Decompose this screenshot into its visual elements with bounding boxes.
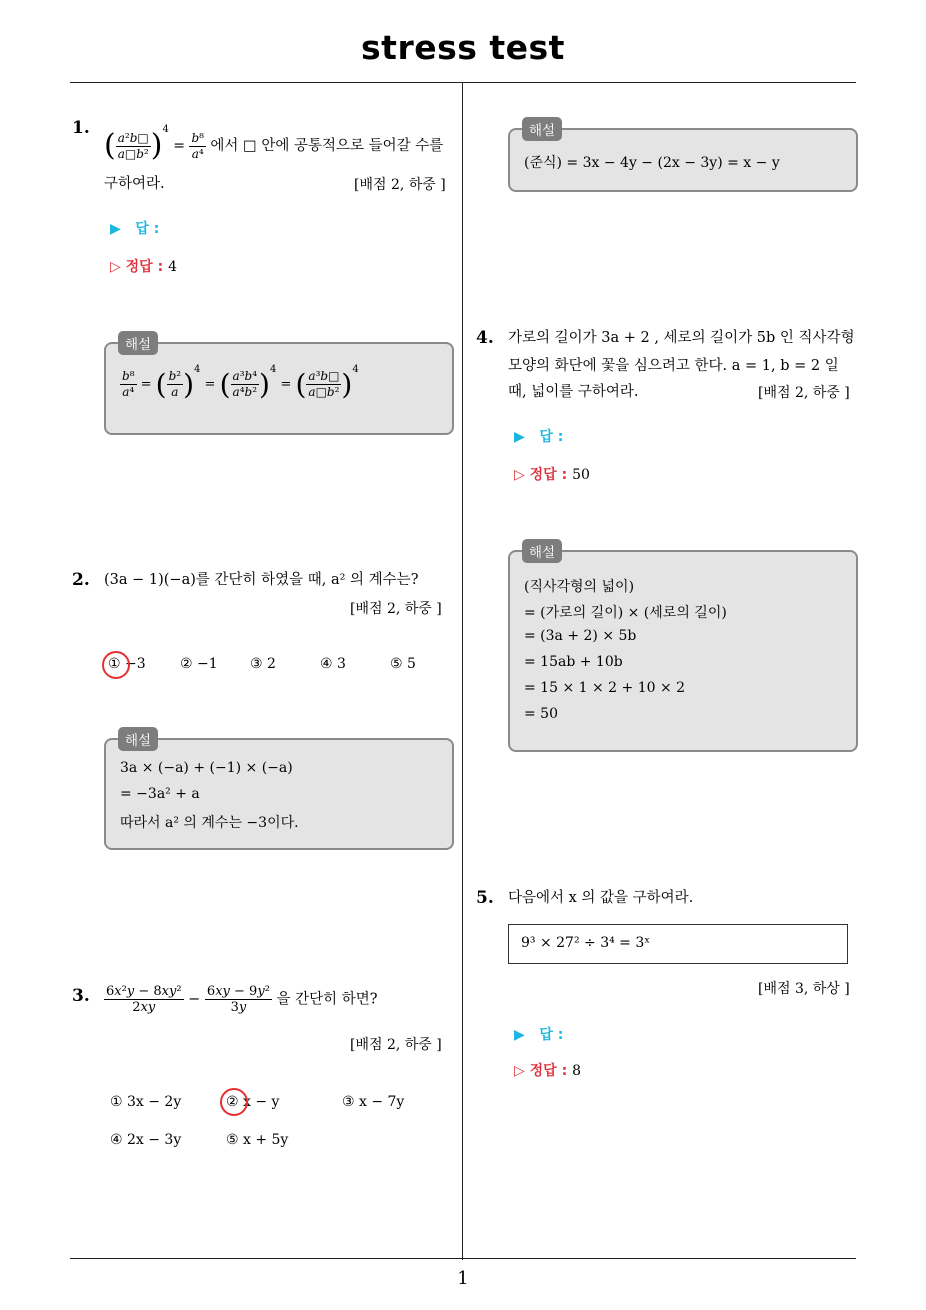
q5-equation-box [508,924,848,964]
q3-choice-4[interactable]: ④ 2x − 3y [110,1132,182,1148]
q2-explanation-line-2: = −3a² + a [120,786,200,802]
q2-explanation-line-1: 3a × (−a) + (−1) × (−a) [120,760,293,776]
q1-correct-label [110,256,177,276]
question-2-number: 2. [72,570,90,590]
q3-explanation-box [508,123,858,192]
q3-fraction-1: $\frac{\text{6x²y − 8xy²}}{2xy}$ [106,984,182,1015]
answer-label-text: 답 : [539,429,564,445]
question-3-meta: [배점 2, 하중 ] [350,1037,442,1053]
question-1-number: 1. [72,118,90,138]
q4-answer-label [514,426,563,446]
question-1-text-suffix: 에서 □ 안에 공통적으로 들어갈 수를 [210,138,444,154]
q4-correct-label [514,464,590,484]
correct-arrow-icon: ▷ [514,467,525,483]
explanation-tag: 해설 [522,539,562,563]
q1-explanation-formula: $\frac{\text{b⁸}}{\text{a⁴}}$ = ( $\frac{\text{b²}}{a}$ )$^4$ = ( $\frac{\text{a³b⁴}}{\text{a⁴b²}}$ )$^4$ = ( $\frac{\text{a³b□}}{\text{a□b²}}$ )$^4$ [122,364,359,401]
q5-equation: 9³ × 27² ÷ 3⁴ = 3ˣ [521,935,651,951]
q1-explanation-box [104,337,454,435]
q2-explanation-box [104,733,454,850]
q4-explanation-line-3: = (3a + 2) × 5b [524,628,637,644]
question-5-number: 5. [476,888,494,908]
explanation-tag: 해설 [118,331,158,355]
answer-arrow-icon: ▶ [514,429,525,445]
answer-arrow-icon: ▶ [110,221,121,237]
q4-explanation-box [508,545,858,752]
question-4-line-2: 모양의 화단에 꽃을 심으려고 한다. a = 1, b = 2 일 [508,358,839,374]
question-2-meta: [배점 2, 하중 ] [350,601,442,617]
page-number: 1 [457,1268,469,1289]
question-3-number: 3. [72,986,90,1006]
q3-choice-1[interactable]: ① 3x − 2y [110,1094,182,1110]
correct-label-text: 정답 : [529,1063,568,1079]
question-1-meta: [배점 2, 하중 ] [354,177,446,193]
q3-fraction-2: $\frac{\text{6xy − 9y²}}{3y}$ [206,984,270,1015]
q3-choice-2[interactable]: ② x − y [226,1094,280,1110]
q4-explanation-line-4: = 15ab + 10b [524,654,623,670]
correct-arrow-icon: ▷ [110,259,121,275]
q1-formula: ( $\frac{\text{a²b□}}{\text{a□b²}}$ )$^4$ = $\frac{\text{b⁸}}{\text{a⁴}}$ [104,124,204,163]
q4-explanation-line-1: (직사각형의 넓이) [524,579,635,595]
q5-correct-label [514,1060,581,1080]
question-4-line-1: 가로의 길이가 3a + 2 , 세로의 길이가 5b 인 직사각형 [508,330,855,346]
question-4-number: 4. [476,328,494,348]
q4-correct-value: 50 [572,467,590,483]
q1-correct-value: 4 [168,259,177,275]
question-5-text: 다음에서 x 의 값을 구하여라. [508,890,694,906]
q4-explanation-line-5: = 15 × 1 × 2 + 10 × 2 [524,680,686,696]
question-3-text: $\frac{\text{6x²y − 8xy²}}{2xy}$ − $\frac{\text{6xy − 9y²}}{3y}$ 을 간단히 하면? [106,984,378,1015]
footer-rule [70,1258,856,1259]
explanation-tag: 해설 [522,117,562,141]
q4-explanation-line-6: = 50 [524,706,558,722]
q5-answer-label [514,1024,563,1044]
selected-answer-circle-mark [102,651,130,679]
correct-label-text: 정답 : [529,467,568,483]
q2-choice-3[interactable]: ③ 2 [250,656,276,672]
header-rule [70,82,856,83]
correct-arrow-icon: ▷ [514,1063,525,1079]
question-1-text-line2: 구하여라. [104,176,165,192]
q2-choice-2[interactable]: ② −1 [180,656,218,672]
q3-explanation-line: (준식) = 3x − 4y − (2x − 3y) = x − y [524,155,780,171]
explanation-tag: 해설 [118,727,158,751]
question-3-text-suffix: 을 간단히 하면? [276,991,378,1008]
q2-choice-4[interactable]: ④ 3 [320,656,346,672]
selected-answer-circle-mark [220,1088,248,1116]
question-4-line-3: 때, 넓이를 구하여라. [508,384,639,400]
q2-choice-1[interactable]: ① −3 [108,656,146,672]
column-divider [462,82,463,1260]
q2-explanation-line-3: 따라서 a² 의 계수는 −3이다. [120,815,299,831]
answer-arrow-icon: ▶ [514,1027,525,1043]
question-2-text: (3a − 1)(−a)를 간단히 하였을 때, a² 의 계수는? [104,572,419,588]
page-title: stress test [361,28,565,67]
q5-correct-value: 8 [572,1063,581,1079]
q4-explanation-line-2: = (가로의 길이) × (세로의 길이) [524,605,727,621]
correct-label-text: 정답 : [125,259,164,275]
q3-choice-3[interactable]: ③ x − 7y [342,1094,405,1110]
question-4-meta: [배점 2, 하중 ] [758,385,850,401]
question-5-meta: [배점 3, 하상 ] [758,981,850,997]
answer-label-text: 답 : [135,221,160,237]
question-1-text [104,116,456,162]
q2-choice-5[interactable]: ⑤ 5 [390,656,416,672]
answer-label-text: 답 : [539,1027,564,1043]
q3-choice-5[interactable]: ⑤ x + 5y [226,1132,289,1148]
q1-answer-label [110,218,159,238]
